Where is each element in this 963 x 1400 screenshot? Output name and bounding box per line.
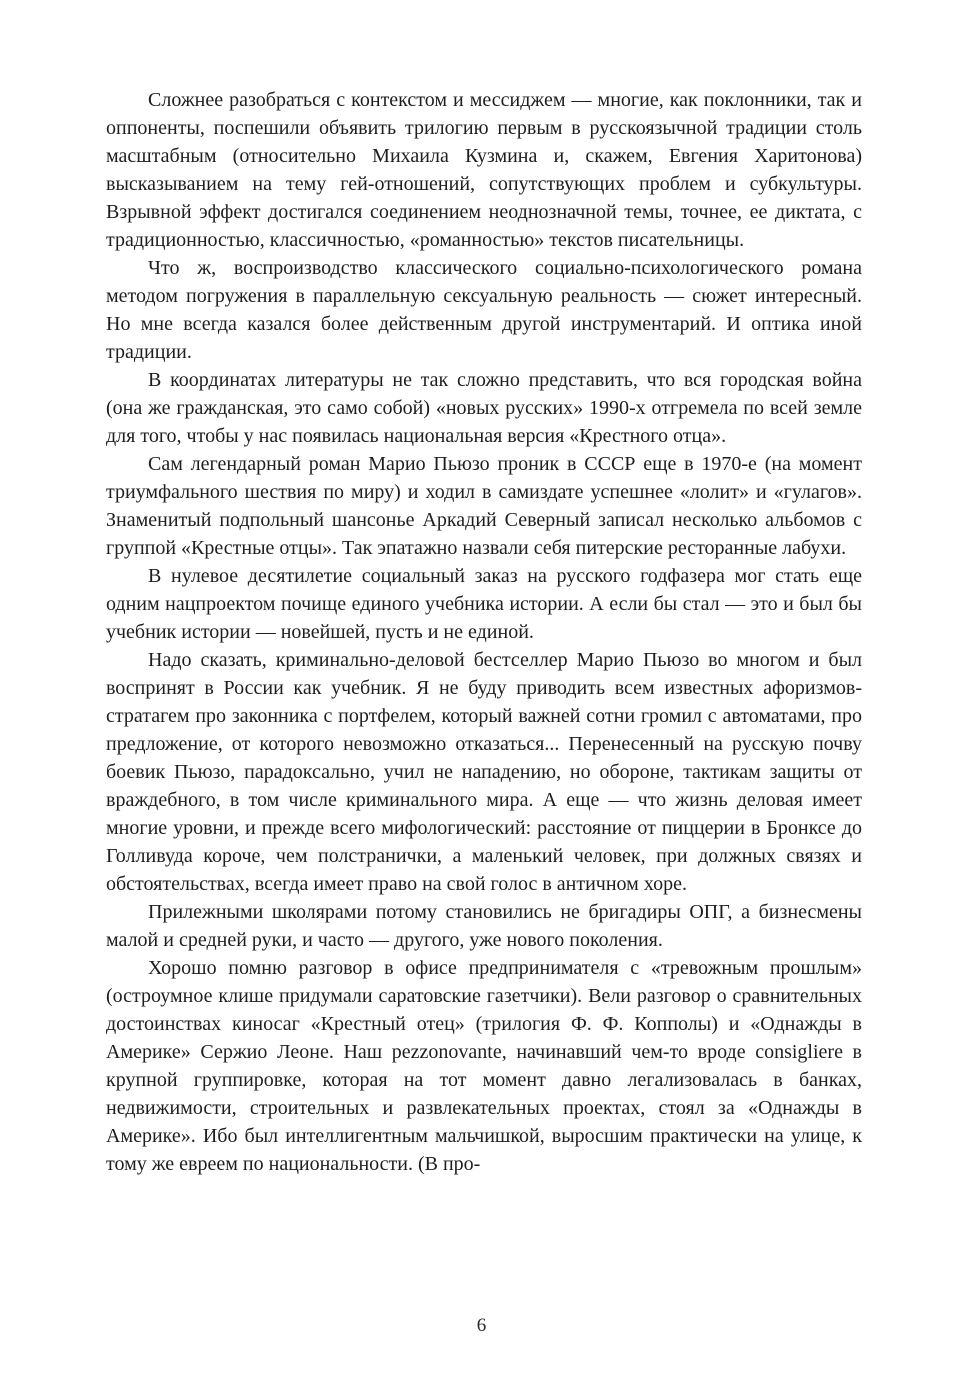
paragraph: В координатах литературы не так сложно представить, что вся городская война (она же гражданская, это само собой) «новых русских» 1990-х отгремела по всей земле для того, чтобы у нас появилась национальная версия «Крестного отца».	[106, 369, 862, 447]
paragraph: В нулевое десятилетие социальный заказ на русского годфазера мог стать еще одним нацпроектом почище единого учебника истории. А если бы стал — это и был бы учебник истории — новейшей, пусть и не единой.	[106, 565, 862, 643]
page-text	[106, 86, 862, 1178]
paragraph: Сложнее разобраться с контекстом и мессиджем — многие, как поклонники, так и оппоненты, поспешили объявить трилогию первым в русскоязычной традиции столь масштабным (относительно Михаила Кузмина и, скажем, Евгения Харитонова) высказыванием на тему гей-отношений, сопутствующих проблем и субкультуры. Взрывной эффект достигался соединением неоднозначной темы, точнее, ее диктата, с традиционностью, классичностью, «романностью» текстов писательницы.	[106, 89, 862, 251]
paragraph: Прилежными школярами потому становились не бригадиры ОПГ, а бизнесмены малой и средней руки, и часто — другого, уже нового поколения.	[106, 901, 862, 951]
paragraph: Хорошо помню разговор в офисе предпринимателя с «тревожным прошлым» (остроумное клише придумали саратовские газетчики). Вели разговор о сравнительных достоинствах киносаг «Крестный отец» (трилогия Ф. Ф. Копполы) и «Однажды в Америке» Сержио Леоне. Наш pezzonovante, начинавший чем-то вроде consigliere в крупной группировке, которая на тот момент давно легализовалась в банках, недвижимости, строительных и развлекательных проектах, стоял за «Однажды в Америке». Ибо был интеллигентным мальчишкой, выросшим практически на улице, к тому же евреем по национальности. (В про-	[106, 957, 862, 1175]
paragraph: Сам легендарный роман Марио Пьюзо проник в СССР еще в 1970-е (на момент триумфального шествия по миру) и ходил в самиздате успешнее «лолит» и «гулагов». Знаменитый подпольный шансонье Аркадий Северный записал несколько альбомов с группой «Крестные отцы». Так эпатажно назвали себя питерские ресторанные лабухи.	[106, 453, 862, 559]
page-number: 6	[476, 1315, 487, 1336]
paragraph: Надо сказать, криминально-деловой бестселлер Марио Пьюзо во многом и был воспринят в России как учебник. Я не буду приводить всем известных афоризмов-стратагем про законника с портфелем, который важней сотни громил с автоматами, про предложение, от которого невозможно отказаться... Перенесенный на русскую почву боевик Пьюзо, парадоксально, учил не нападению, но обороне, тактикам защиты от враждебного, в том числе криминального мира. А еще — что жизнь деловая имеет многие уровни, и прежде всего мифологический: расстояние от пиццерии в Бронксе до Голливуда короче, чем полстранички, а маленький человек, при должных связях и обстоятельствах, всегда имеет право на свой голос в античном хоре.	[106, 649, 862, 895]
paragraph: Что ж, воспроизводство классического социально-психологического романа методом погружения в параллельную сексуальную реальность — сюжет интересный. Но мне всегда казался более действенным другой инструментарий. И оптика иной традиции.	[106, 257, 862, 363]
